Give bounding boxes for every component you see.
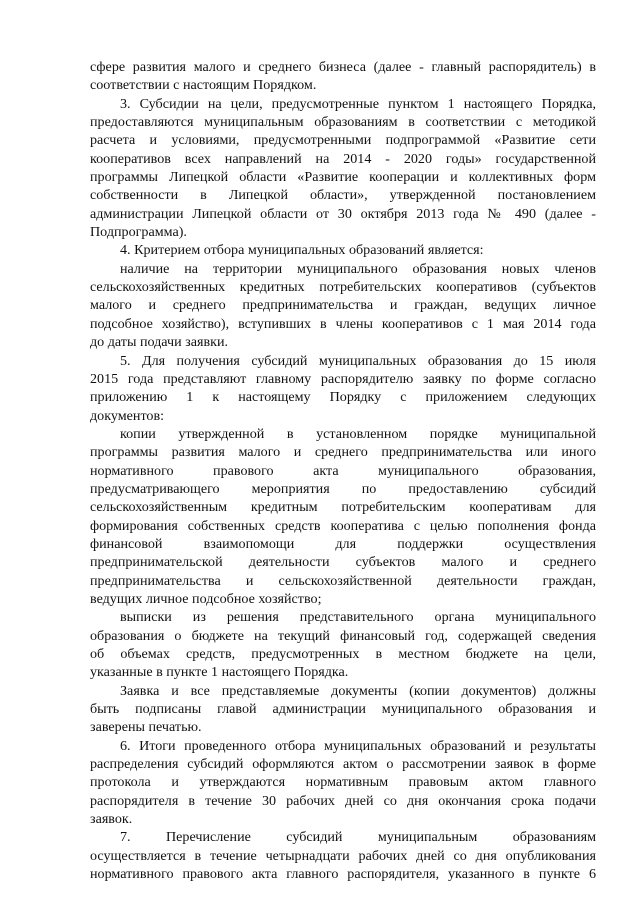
text-line: нормативного правового акта муниципального образования, xyxy=(90,462,596,479)
text-line: подсобное хозяйство), вступивших в члены кооперативов с 1 мая 2014 года xyxy=(90,315,596,332)
text-line: формирования собственных средств кооператива с целью пополнения фонда xyxy=(90,517,596,534)
text-line: образования о бюджете на текущий финансовый год, содержащей сведения xyxy=(90,627,596,644)
text-line: предоставляются муниципальным образованиям в соответствии с методикой xyxy=(90,114,596,131)
text-line: указанные в пункте 1 настоящего Порядка. xyxy=(90,664,349,681)
text-line: заявок. xyxy=(90,811,133,828)
text-line: предпринимательства и сельскохозяйственной деятельности граждан, xyxy=(90,572,596,589)
text-line: быть подписаны главой администрации муниципального образования и xyxy=(90,701,596,718)
text-line: распределения субсидий оформляются актом о рассмотрении заявок в форме xyxy=(90,756,596,773)
text-line: кооперативов всех направлений на 2014 - 2020 годы» государственной xyxy=(90,150,596,167)
text-line: 7. Перечисление субсидий муниципальным образованиям xyxy=(120,829,596,846)
text-line: сельскохозяйственным кредитным потребительским кооперативам для xyxy=(90,499,596,516)
text-line: предпринимательской деятельности субъектов малого и среднего xyxy=(90,554,596,571)
text-line: расчета и условиями, предусмотренными подпрограммой «Развитие сети xyxy=(90,132,596,149)
text-line: копии утвержденной в установленном порядке муниципальной xyxy=(120,425,596,442)
text-line: наличие на территории муниципального образования новых членов xyxy=(120,260,596,277)
text-line: 2015 года представляют главному распорядителю заявку по форме согласно xyxy=(90,370,596,387)
text-line: сфере развития малого и среднего бизнеса (далее - главный распорядитель) в xyxy=(90,59,596,75)
text-line: финансовой взаимопомощи для поддержки осуществления xyxy=(90,535,596,552)
text-line: 3. Субсидии на цели, предусмотренные пунктом 1 настоящего Порядка, xyxy=(120,95,596,112)
text-line: администрации Липецкой области от 30 октября 2013 года № 490 (далее - xyxy=(90,205,596,222)
text-line: выписки из решения представительного органа муниципального xyxy=(120,609,596,626)
text-line: заверены печатью. xyxy=(90,719,202,736)
text-line: ведущих личное подсобное хозяйство; xyxy=(90,590,322,607)
text-line: 6. Итоги проведенного отбора муниципальных образований и результаты xyxy=(120,737,596,754)
text-line: протокола и утверждаются нормативным правовым актом главного xyxy=(90,774,596,791)
text-line: Заявка и все представляемые документы (копии документов) должны xyxy=(120,682,596,699)
text-line: 5. Для получения субсидий муниципальных образования до 15 июля xyxy=(120,352,596,369)
text-line: собственности в Липецкой области», утвержденной постановлением xyxy=(90,187,596,204)
text-line: программы развития малого и среднего предпринимательства или иного xyxy=(90,444,596,461)
text-line: сельскохозяйственных кредитных потребительских кооперативов (субъектов xyxy=(90,279,596,296)
text-line: об объемах средств, предусмотренных в местном бюджете на цели, xyxy=(90,646,596,662)
text-line: предусматривающего мероприятия по предоставлению субсидий xyxy=(90,480,596,497)
text-line: 4. Критерием отбора муниципальных образований является: xyxy=(120,242,484,259)
text-line: Подпрограмма). xyxy=(90,224,187,241)
text-line: нормативного правового акта главного распорядителя, указанного в пункте 6 xyxy=(90,866,596,883)
text-line: до даты подачи заявки. xyxy=(90,334,229,351)
text-line: программы Липецкой области «Развитие кооперации и коллективных форм xyxy=(90,169,596,186)
document-body xyxy=(90,58,596,883)
text-line: соответствии с настоящим Порядком. xyxy=(90,77,317,94)
text-line: приложению 1 к настоящему Порядку с приложением следующих xyxy=(90,389,596,406)
text-line: распорядителя в течение 30 рабочих дней со дня окончания срока подачи xyxy=(90,792,596,809)
text-line: малого и среднего предпринимательства и граждан, ведущих личное xyxy=(90,297,596,314)
text-line: осуществляется в течение четырнадцати рабочих дней со дня опубликования xyxy=(90,847,596,864)
text-line: документов: xyxy=(90,407,165,424)
